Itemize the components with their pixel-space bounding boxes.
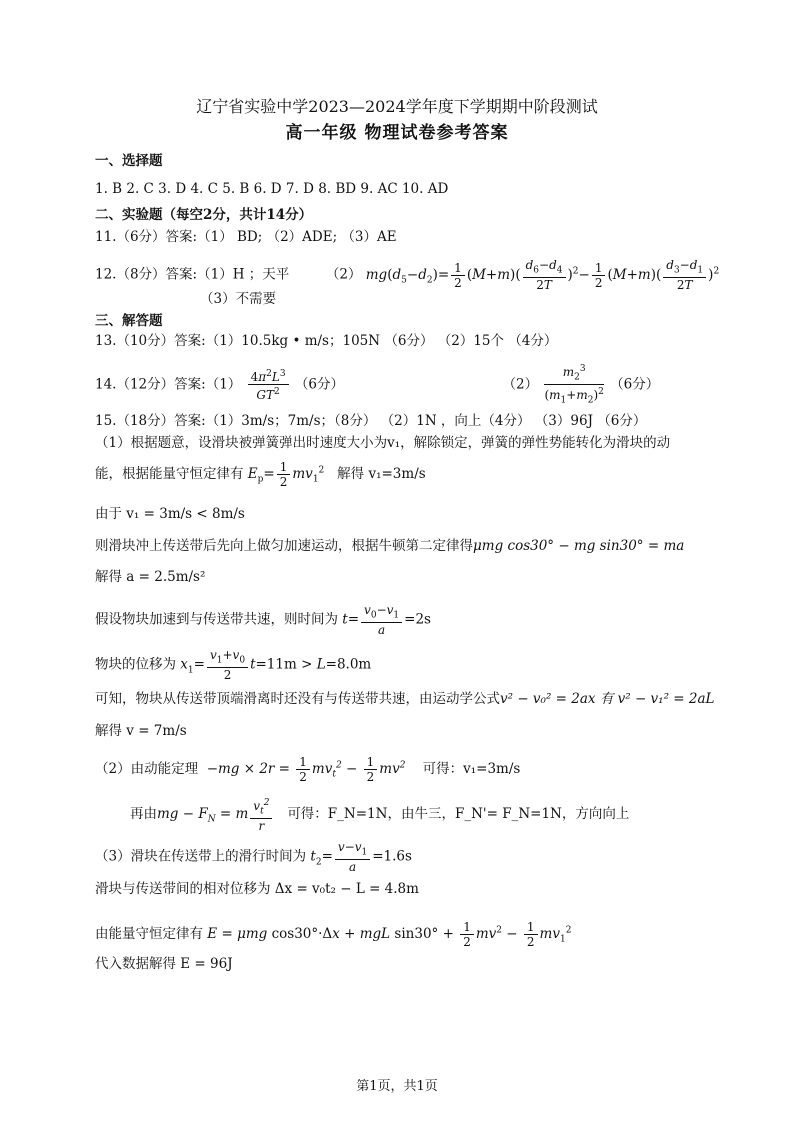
sol-line10-result: 可得：v₁=3m/s bbox=[422, 761, 521, 777]
sol-line14: 由能量守恒定律有 E = μmg cos30°·Δx + mgL sin30° + $\frac{1}{2}$ $mv^2$ − $\frac{1}{2}$ $mv_1^2$ bbox=[95, 920, 572, 949]
sol-line8 bbox=[95, 690, 715, 708]
sol-line6: 假设物块加速到与传送带共速，则时间为 t= $\frac{v_0-v_1}{a}$ =2s bbox=[95, 603, 431, 638]
mc-answers: 1. B 2. C 3. D 4. C 5. B 6. D 7. D 8. BD 9. AC 10. AD bbox=[95, 181, 449, 197]
q13-answer: 13.（10分）答案:（1）10.5kg • m/s；105N （6分） （2）15个 （4分） bbox=[95, 333, 558, 349]
q12-part3: （3）不需要 bbox=[200, 291, 277, 307]
sol-line8-eq: v² − v₀² = 2ax 有 v² − v₁² = 2aL bbox=[500, 691, 715, 707]
sol-line12: （3）滑块在传送带上的滑行时间为 $t_2=$ $\frac{v-v_1}{a}$ =1.6s bbox=[95, 840, 412, 875]
sol-line13: 滑块与传送带间的相对位移为 Δx = v₀t₂ − L = 4.8m bbox=[95, 881, 419, 897]
section2-heading: 二、实验题（每空2分，共计14分） bbox=[95, 207, 313, 223]
sol-line11: 再由mg − $F_N = m$ $\frac{v_t^2}{r}$ 可得：F_N=1N，由牛三，F_N'= F_N=1N，方向向上 bbox=[130, 798, 630, 834]
sol-line14-text: 由能量守恒定律有 bbox=[95, 926, 203, 942]
sol-line12-text: （3）滑块在传送带上的滑行时间为 bbox=[95, 848, 307, 865]
sol-line11-text: 再由 bbox=[130, 806, 157, 823]
sol-line5: 解得 a = 2.5m/s² bbox=[95, 569, 206, 585]
q15-answer: 15.（18分）答案:（1）3m/s；7m/s；（8分） （2）1N ，向上（4分） （3）96J （6分） bbox=[95, 413, 647, 429]
sol-line9: 解得 v = 7m/s bbox=[95, 723, 187, 739]
page-footer: 第1页，共1页 bbox=[356, 1079, 438, 1094]
section3-heading: 三、解答题 bbox=[95, 313, 163, 329]
sol-line15: 代入数据解得 E = 96J bbox=[95, 956, 233, 972]
sol-line3: 由于 v₁ = 3m/s < 8m/s bbox=[95, 506, 245, 522]
q12-answer bbox=[95, 258, 719, 292]
paper-title: 高一年级 物理试卷参考答案 bbox=[285, 123, 509, 143]
q14-score2: （6分） bbox=[610, 376, 660, 393]
sol-line8-text: 可知，物块从传送带顶端滑离时还没有与传送带共速，由运动学公式 bbox=[95, 691, 500, 707]
q12-part1: 12.（8分）答案:（1）H ；天平 bbox=[95, 266, 290, 283]
sol-line10-text: （2）由动能定理 bbox=[95, 761, 199, 777]
sol-line7-text: 物块的位移为 bbox=[95, 656, 176, 673]
sol-line2-result: 解得 v₁=3m/s bbox=[337, 466, 426, 482]
q12-formula: $mg(d_5-d_2)=$ $\frac{1}{2}$ (M+m)( $\frac{d_6-d_4}{2T}$ )$^2$− $\frac{1}{2}$ (M+m)( $\frac{d_3-d_1}{2T}$ )$^2$ bbox=[365, 258, 720, 293]
sol-line2-text: 能，根据能量守恒定律有 bbox=[95, 466, 244, 482]
q11-answer: 11.（6分）答案:（1） BD; （2）ADE; （3）AE bbox=[95, 229, 397, 245]
q14-formula2: $\frac{m_2^3}{(m_1+m_2)^2}$ bbox=[544, 364, 604, 406]
sol-line4-eq: μmg cos30° − mg sin30° = ma bbox=[473, 538, 685, 554]
sol-line4-text: 则滑块冲上传送带后先向上做匀加速运动，根据牛顿第二定律得 bbox=[95, 538, 473, 554]
school-title: 辽宁省实验中学2023—2024学年度下学期期中阶段测试 bbox=[196, 97, 598, 116]
q14-score1: （6分） bbox=[294, 376, 344, 393]
q14-label: 14.（12分）答案:（1） bbox=[95, 376, 242, 393]
sol-line11-result: 可得：F_N=1N，由牛三，F_N'= F_N=1N，方向向上 bbox=[287, 806, 630, 823]
section1-heading: 一、选择题 bbox=[95, 153, 163, 169]
sol-line1: （1）根据题意，设滑块被弹簧弹出时速度大小为v₁，解除锁定，弹簧的弹性势能转化为滑块的动 bbox=[95, 435, 671, 451]
q14-formula1: $\frac{4\pi^2L^3}{GT^2}$ bbox=[248, 367, 289, 402]
sol-line4 bbox=[95, 537, 684, 555]
sol-line2: 能，根据能量守恒定律有 $E_p=$ $\frac{1}{2}$ $mv_1^2$ 解得 v₁=3m/s bbox=[95, 460, 426, 489]
q12-part2-label: （2） bbox=[325, 266, 362, 283]
q14-answer bbox=[95, 362, 659, 408]
q14-label2: （2） bbox=[502, 376, 539, 393]
sol-line7: 物块的位移为 $x_1=$ $\frac{v_1+v_0}{2}$ t=11m > L=8.0m bbox=[95, 648, 372, 683]
sol-line10: （2）由动能定理 −mg × 2r = $\frac{1}{2}$ $mv_t^2$ − $\frac{1}{2}$ $mv^2$ 可得：v₁=3m/s bbox=[95, 755, 521, 784]
sol-line6-text: 假设物块加速到与传送带共速，则时间为 bbox=[95, 611, 338, 628]
